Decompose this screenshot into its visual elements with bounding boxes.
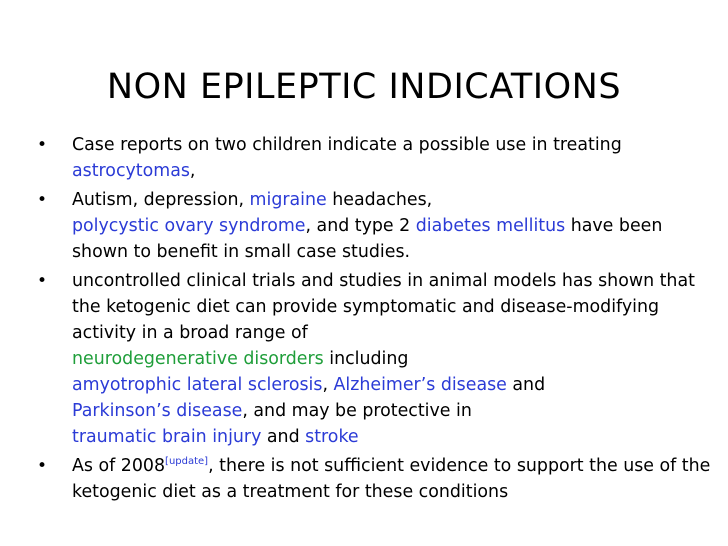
bullet-dot-icon: • — [37, 135, 48, 155]
bullet-text: As of 2008 — [72, 456, 166, 476]
bullet-item-1 — [34, 132, 714, 184]
bullet-dot-icon: • — [37, 190, 48, 210]
update-superscript-link[interactable]: [update] — [165, 456, 209, 468]
bullet-text: and — [506, 375, 546, 395]
link-diabetes-mellitus[interactable]: diabetes mellitus — [415, 216, 566, 236]
bullet-text: headaches, — [326, 190, 433, 210]
bullet-dot-icon: • — [37, 456, 48, 476]
bullet-text: and — [261, 427, 306, 447]
bullet-list — [34, 132, 714, 508]
bullet-item-2 — [34, 187, 714, 265]
bullet-text: including — [323, 349, 409, 369]
link-astrocytomas[interactable]: astrocytomas — [72, 161, 190, 181]
bullet-text: , there is not sufficient evidence to support the use of the ketogenic diet as a treatment for these conditions — [72, 456, 711, 502]
link-traumatic-brain-injury[interactable]: traumatic brain injury — [72, 427, 262, 447]
bullet-text: , — [322, 375, 334, 395]
link-alzheimers-disease[interactable]: Alzheimer’s disease — [333, 375, 507, 395]
bullet-text: Autism, depression, — [72, 190, 250, 210]
bullet-text: uncontrolled clinical trials and studies in animal models has shown that the ketogenic diet can provide symptomatic and disease-modifying activity in a broad range of — [72, 271, 695, 343]
bullet-text: have been shown to benefit in small case studies. — [72, 216, 663, 262]
bullet-text: , — [189, 161, 196, 181]
bullet-dot-icon: • — [37, 271, 48, 291]
link-parkinsons-disease[interactable]: Parkinson’s disease — [72, 401, 243, 421]
link-stroke[interactable]: stroke — [305, 427, 359, 447]
link-amyotrophic-lateral-sclerosis[interactable]: amyotrophic lateral sclerosis — [72, 375, 323, 395]
link-neurodegenerative-disorders[interactable]: neurodegenerative disorders — [72, 349, 324, 369]
bullet-item-3 — [34, 268, 714, 450]
bullet-text: , and may be protective in — [242, 401, 472, 421]
link-polycystic-ovary-syndrome[interactable]: polycystic ovary syndrome — [72, 216, 306, 236]
bullet-item-4 — [34, 453, 714, 505]
bullet-text: Case reports on two children indicate a possible use in treating — [72, 135, 622, 155]
bullet-text: , and type 2 — [305, 216, 416, 236]
slide-title: NON EPILEPTIC INDICATIONS — [106, 67, 622, 108]
link-migraine[interactable]: migraine — [249, 190, 327, 210]
